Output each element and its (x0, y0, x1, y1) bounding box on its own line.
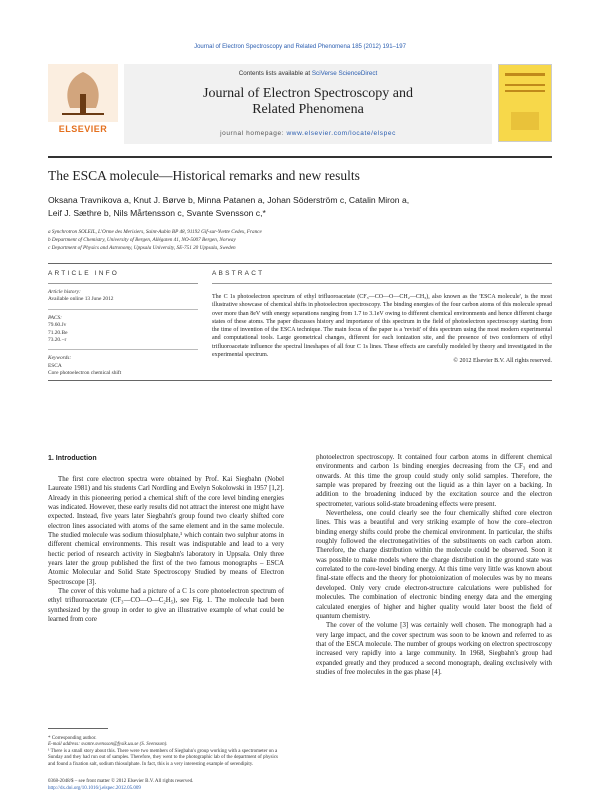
elsevier-logo (48, 64, 118, 132)
footnote-1: ¹ There is a small story about this. There were two members of Siegbahn's group working with a spectrometer on a Sunday and they had run out of samples. Therefore, they went to the photographic lab of the department of physics and found a fixation salt, sodium thiosulphate. In fact, this is a very interesting example of serendipity. (48, 748, 278, 767)
article-info-rule (48, 283, 198, 284)
journal-homepage (124, 130, 492, 137)
pacs-code: 79.60.Jv (48, 322, 67, 329)
contents-line (124, 70, 492, 77)
front-matter (48, 778, 308, 792)
right-column (316, 453, 552, 677)
homepage-link[interactable]: www.elsevier.com/locate/elspec (286, 130, 396, 137)
issn-line: 0368-2048/$ – see front matter © 2012 Elsevier B.V. All rights reserved. (48, 779, 194, 784)
paper-title: The ESCA molecule—Historical remarks and new results (48, 168, 360, 183)
abstract-heading: ABSTRACT (212, 270, 265, 277)
paragraph: photoelectron spectroscopy. It contained four carbon atoms in different chemical environments and carbon 1s binding energies decreasing from the CF₃ end and onwards. At this time the group could study only solid samples. Therefore, the sample was prepared by freezing out the liquid as a thin layer on a backing. In addition to the broadening induced by the excitation source and the electron spectrometer, various solid-state broadening effects were present. (316, 454, 552, 508)
copyright-notice: © 2012 Elsevier B.V. All rights reserved. (453, 358, 552, 364)
contents-prefix: Contents lists available at (238, 70, 312, 77)
corresponding-author-note: * Corresponding author. (48, 736, 97, 741)
paragraph: The first core electron spectra were obtained by Prof. Kai Siegbahn (Nobel Laureate 1981) and his students Carl Nordling and Evelyn Sokolowski in 1957 [1,2]. Already in this pioneering period a chemical shift of the core level binding energies was indicated. However, these early results did not attract the interest one might have expected. Instead, five years later Siegbahn's group found two clearly shifted core electron lines associated with atoms of the same element and in the same molecule. The studied molecule was sodium thiosulphate,¹ which contain two sulphur atoms in different chemical environments. This result was indisputable and lead to a very hectic period of research activity in Siegbahn's laboratory in Uppsala. Only three years later the group published the first of the two famous monographs – ESCA Atomic Molecular and Solid State Spectroscopy Studied by means of Electron Spectroscope [3]. (48, 476, 284, 586)
info-divider (48, 349, 198, 350)
authors-line2: Leif J. Sæthre b, Nils Mårtensson c, Svante Svensson c,* (48, 207, 266, 218)
left-column (48, 475, 284, 625)
article-info (48, 289, 198, 378)
section-heading-introduction: 1. Introduction (48, 455, 97, 462)
email-note[interactable]: E-mail address: svante.svensson@fysik.uu.se (S. Svensson). (48, 742, 168, 748)
sciencedirect-link[interactable]: SciVerse ScienceDirect (311, 70, 378, 77)
pacs-code: 71.20.Be (48, 329, 68, 336)
header-rule (48, 156, 552, 158)
abstract-bottom-rule (48, 380, 552, 381)
affiliation-rule (48, 263, 552, 264)
journal-masthead (48, 64, 552, 154)
abstract-text: The C 1s photoelectron spectrum of ethyl trifluoroacetate (CF₃—CO—O—CH₂—CH₃), also known as the 'ESCA molecule', is the most illustrative showcase of chemical shifts in photoelectron spectroscopy. The binding energies of the four carbon atoms of this molecule spread over more than 8eV with energy separations ranging from 1.7 to 3.1eV owing to different chemical environments and hence different charge states of these atoms. The paper discusses history and importance of this spectrum in the field of photoelectron spectroscopy starting from the time of invention of the ESCA technique. The main focus of the paper is a 'revisit' of this spectrum using the most modern experimental and computational tools. Large geometrical changes, different for each ionization site, and the presence of two conformers of ethyl trifluoroacetate influence the spectral lineshapes of all four C 1s lines. These effects are carefully modeled by theory and investigated in the experimental spectrum. (212, 294, 552, 359)
affiliation-b: b Department of Chemistry, University of Bergen, Allégaten 41, NO-5007 Bergen, Norway (48, 237, 236, 243)
paragraph: The cover of the volume [3] was certainly well chosen. The monograph had a very large impact, and the cover spectrum was soon to be known and referred to as that of the ESCA molecule. The number of groups working on electron spectroscopy increased very rapidly into a large community. In 1968, Siegbahn's group had expanded greatly and they produced a second monograph, dealing exclusively with studies of free molecules in the gas phase [4]. (316, 622, 552, 676)
homepage-prefix: journal homepage: (220, 130, 287, 137)
history-label: Article history: (48, 289, 81, 295)
paragraph: Nevertheless, one could clearly see the four chemically shifted core electron lines. This was a beautiful and very striking example of how the core–electron binding energy shifts could probe the chemical environment. In particular, the shifts roughly followed the electronegativities of the substituents on each carbon atom. Therefore, the charge distribution within the molecule could be observed. Soon it was possible to make models where the charge distribution in the ground state was correlated to the core-level binding energy. At this time very little was known about final-state effects and the theory for photoionization of molecules was by no means developed. Only very crude electron-structure calculations were published for molecules. The combination of electronic binding energy data and the emerging calculated energies of higher and higher quality would later boost the field of quantum chemistry. (316, 510, 552, 620)
affiliation-c: c Department of Physics and Astronomy, Uppsala University, SE-751 20 Uppsala, Sweden (48, 245, 236, 251)
pacs-label: PACS: (48, 314, 62, 321)
publisher-name: ELSEVIER (58, 124, 108, 134)
affiliation-a: a Synchrotron SOLEIL, L'Orme des Merisiers, Saint-Aubin BP 48, 91192 Gif-sur-Yvette Cedex, France (48, 229, 262, 235)
affiliations (48, 228, 552, 252)
masthead-band (124, 64, 492, 144)
journal-citation[interactable]: Journal of Electron Spectroscopy and Related Phenomena 185 (2012) 191–197 (194, 44, 406, 50)
keyword: ESCA (48, 362, 62, 369)
authors-line1: Oksana Travnikova a, Knut J. Børve b, Minna Patanen a, Johan Söderström c, Catalin Miron a, (48, 195, 410, 205)
journal-title-line1: Journal of Electron Spectroscopy and (203, 86, 413, 101)
footnotes (48, 736, 284, 768)
journal-title-line2: Related Phenomena (252, 102, 364, 117)
article-info-heading: ARTICLE INFO (48, 270, 120, 277)
history-value: Available online 13 June 2012 (48, 296, 114, 303)
doi-link[interactable]: http://dx.doi.org/10.1016/j.elspec.2012.05.009 (48, 786, 141, 791)
keyword: Core photoelectron chemical shift (48, 370, 122, 377)
keywords-label: Keywords: (48, 355, 72, 362)
pacs-code: 73.20.−r (48, 337, 67, 344)
abstract-rule (212, 283, 552, 284)
journal-cover-thumbnail (498, 64, 552, 142)
paragraph: The cover of this volume had a picture of a C 1s core photoelectron spectrum of ethyl trifluoroacetate (CF₃—CO—O—C₂H₅), see Fig. 1. The molecule had been synthesized by the group in order to give an illustrative example of what could be learned from core (48, 588, 284, 624)
author-list (48, 194, 552, 219)
footnote-rule (48, 728, 108, 729)
info-divider (48, 309, 198, 310)
journal-title (124, 86, 492, 118)
